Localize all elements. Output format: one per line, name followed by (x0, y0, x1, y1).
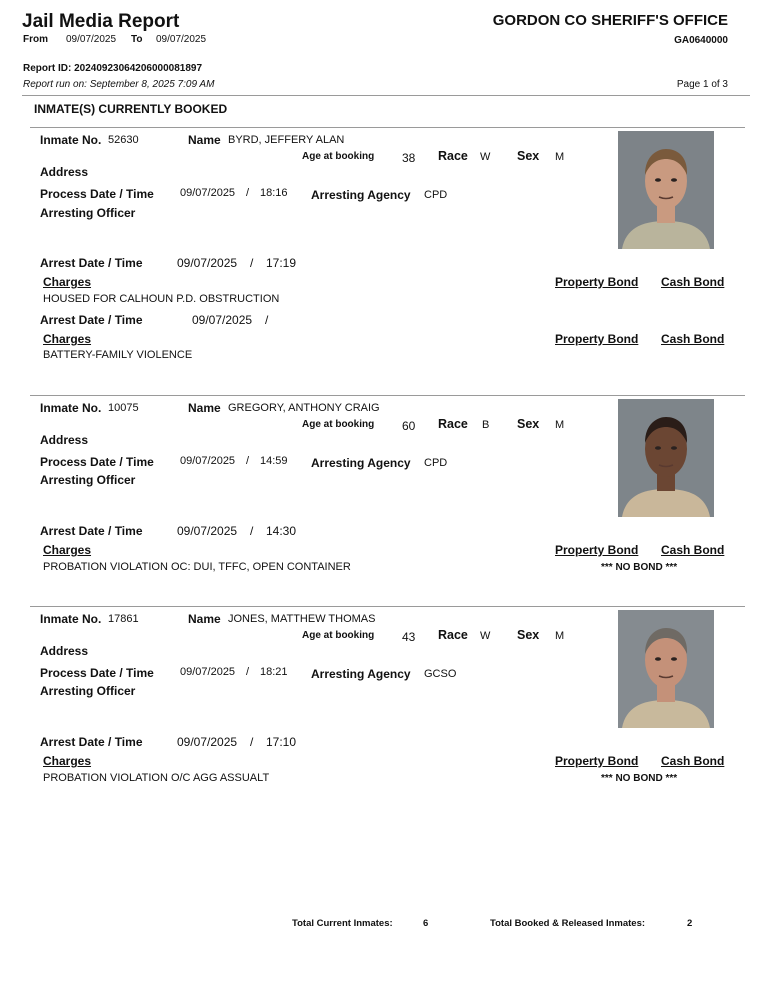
photo-eye (655, 178, 661, 182)
charge-text: PROBATION VIOLATION OC: DUI, TFFC, OPEN CONTAINER (43, 561, 351, 573)
race-label: Race (438, 417, 468, 431)
process-date: 09/07/2025 (180, 666, 236, 678)
inmate-no-label: Inmate No. (40, 133, 102, 147)
from-label: From (23, 34, 48, 45)
inmate-no-label: Inmate No. (40, 612, 102, 626)
agency-label: Arresting Agency (311, 188, 411, 202)
charge-text: HOUSED FOR CALHOUN P.D. OBSTRUCTION (43, 293, 280, 305)
to-label: To (131, 34, 143, 45)
process-label: Process Date / Time (40, 187, 154, 201)
charges-label: Charges (43, 543, 92, 557)
arrest-slash: / (250, 256, 254, 270)
inmate-age: 43 (402, 630, 416, 644)
photo-eye (655, 657, 661, 661)
process-date: 09/07/2025 (180, 455, 236, 467)
process-slash: / (246, 187, 250, 199)
header-divider (22, 95, 750, 96)
arrest-slash: / (250, 735, 254, 749)
record-divider (30, 395, 745, 396)
no-bond-note: *** NO BOND *** (601, 562, 678, 573)
age-label: Age at booking (302, 151, 375, 162)
officer-label: Arresting Officer (40, 206, 136, 220)
sex-label: Sex (517, 628, 540, 642)
address-label: Address (40, 433, 89, 447)
process-time: 14:59 (260, 455, 288, 467)
property-bond-label: Property Bond (555, 332, 639, 346)
sex-label: Sex (517, 417, 540, 431)
arrest-label: Arrest Date / Time (40, 256, 143, 270)
arrest-date: 09/07/2025 (177, 256, 238, 270)
process-slash: / (246, 455, 250, 467)
inmate-name: GREGORY, ANTHONY CRAIG (228, 402, 380, 414)
name-label: Name (188, 612, 221, 626)
inmate-photo (618, 399, 714, 517)
age-label: Age at booking (302, 630, 375, 641)
officer-label: Arresting Officer (40, 473, 136, 487)
report-id: Report ID: 20240923064206000081897 (23, 63, 203, 74)
sex-label: Sex (517, 149, 540, 163)
section-divider (30, 127, 745, 128)
agency-label: Arresting Agency (311, 667, 411, 681)
arresting-agency: GCSO (424, 668, 457, 680)
arrest-date: 09/07/2025 (177, 524, 238, 538)
inmate-number: 17861 (108, 613, 139, 625)
inmate-name: JONES, MATTHEW THOMAS (228, 613, 376, 625)
cash-bond-label: Cash Bond (661, 332, 725, 346)
property-bond-label: Property Bond (555, 543, 639, 557)
arresting-agency: CPD (424, 189, 448, 201)
process-label: Process Date / Time (40, 666, 154, 680)
process-time: 18:21 (260, 666, 288, 678)
cash-bond-label: Cash Bond (661, 754, 725, 768)
photo-eye (671, 657, 677, 661)
inmate-photo (618, 610, 714, 728)
arrest-slash: / (250, 524, 254, 538)
arrest-label: Arrest Date / Time (40, 735, 143, 749)
arrest-label: Arrest Date / Time (40, 524, 143, 538)
arrest-slash: / (265, 313, 269, 327)
cash-bond-label: Cash Bond (661, 275, 725, 289)
process-label: Process Date / Time (40, 455, 154, 469)
from-date: 09/07/2025 (66, 34, 117, 45)
no-bond-note: *** NO BOND *** (601, 773, 678, 784)
inmate-age: 38 (402, 151, 416, 165)
arrest-date: 09/07/2025 (192, 313, 253, 327)
total-current-label: Total Current Inmates: (292, 918, 393, 929)
charges-label: Charges (43, 754, 92, 768)
race-label: Race (438, 149, 468, 163)
arresting-agency: CPD (424, 457, 448, 469)
arrest-time: 17:10 (266, 735, 297, 749)
inmate-race: B (482, 419, 490, 431)
address-label: Address (40, 165, 89, 179)
officer-label: Arresting Officer (40, 684, 136, 698)
inmate-sex: M (555, 419, 565, 431)
section-title: INMATE(S) CURRENTLY BOOKED (34, 102, 228, 116)
race-label: Race (438, 628, 468, 642)
inmate-no-label: Inmate No. (40, 401, 102, 415)
photo-eye (655, 446, 661, 450)
total-released-value: 2 (687, 918, 693, 929)
property-bond-label: Property Bond (555, 275, 639, 289)
ori-code: GA0640000 (674, 35, 728, 46)
report-title: Jail Media Report (22, 11, 180, 32)
total-current-value: 6 (423, 918, 429, 929)
arrest-time: 14:30 (266, 524, 297, 538)
inmate-number: 10075 (108, 402, 139, 414)
charge-text: PROBATION VIOLATION O/C AGG ASSUALT (43, 772, 270, 784)
name-label: Name (188, 133, 221, 147)
cash-bond-label: Cash Bond (661, 543, 725, 557)
office-name: GORDON CO SHERIFF'S OFFICE (492, 12, 728, 29)
total-released-label: Total Booked & Released Inmates: (490, 918, 646, 929)
charges-label: Charges (43, 275, 92, 289)
arrest-time: 17:19 (266, 256, 297, 270)
inmate-number: 52630 (108, 134, 139, 146)
agency-label: Arresting Agency (311, 456, 411, 470)
name-label: Name (188, 401, 221, 415)
process-slash: / (246, 666, 250, 678)
photo-eye (671, 178, 677, 182)
inmate-name: BYRD, JEFFERY ALAN (228, 134, 345, 146)
process-time: 18:16 (260, 187, 288, 199)
age-label: Age at booking (302, 419, 375, 430)
address-label: Address (40, 644, 89, 658)
charge-text: BATTERY-FAMILY VIOLENCE (43, 349, 193, 361)
inmate-race: W (480, 151, 491, 163)
photo-eye (671, 446, 677, 450)
process-date: 09/07/2025 (180, 187, 236, 199)
record-divider (30, 606, 745, 607)
page-number: Page 1 of 3 (676, 79, 728, 90)
to-date: 09/07/2025 (156, 34, 207, 45)
inmate-photo (618, 131, 714, 249)
report-run-on: Report run on: September 8, 2025 7:09 AM (23, 79, 215, 90)
arrest-label: Arrest Date / Time (40, 313, 143, 327)
inmate-sex: M (555, 630, 565, 642)
inmate-age: 60 (402, 419, 416, 433)
arrest-date: 09/07/2025 (177, 735, 238, 749)
inmate-sex: M (555, 151, 565, 163)
charges-label: Charges (43, 332, 92, 346)
property-bond-label: Property Bond (555, 754, 639, 768)
inmate-race: W (480, 630, 491, 642)
